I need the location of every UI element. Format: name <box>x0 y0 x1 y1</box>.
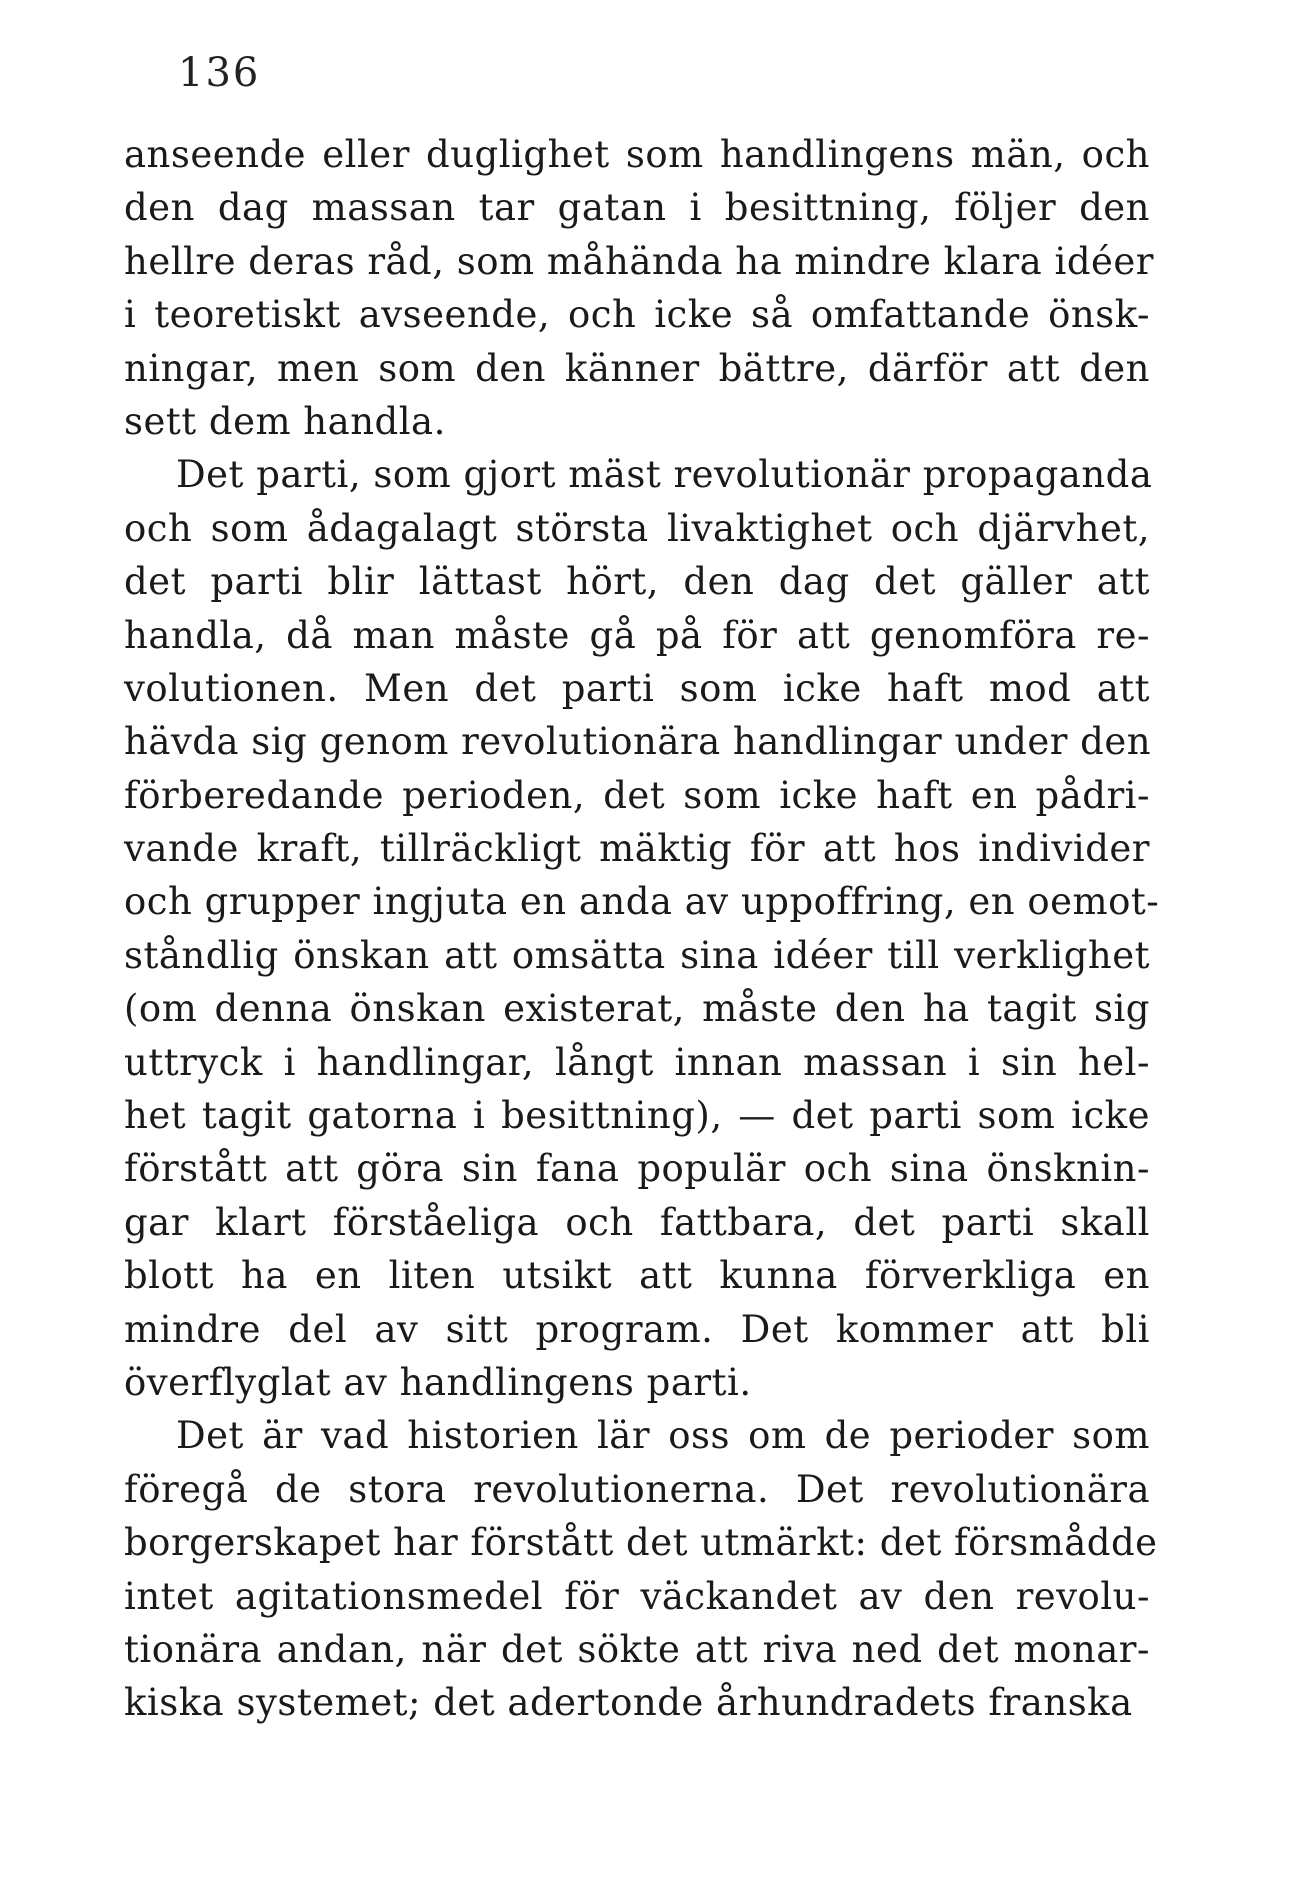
paragraph <box>124 128 1154 448</box>
text-line: borgerskapet har förstått det utmärkt: det försmådde <box>124 1521 1158 1565</box>
text-line: tionära andan, när det sökte att riva ned det monar- <box>124 1627 1150 1671</box>
text-line: het tagit gatorna i besittning), — det parti som icke <box>124 1094 1150 1138</box>
text-line: vande kraft, tillräckligt mäktig för att hos individer <box>124 827 1150 871</box>
page-number: 136 <box>178 50 261 96</box>
text-line: gar klart förståeliga och fattbara, det parti skall <box>124 1200 1150 1244</box>
text-line: hellre deras råd, som måhända ha mindre klara idéer <box>124 239 1154 283</box>
paragraph <box>124 448 1160 1409</box>
paragraph <box>124 1409 1158 1729</box>
text-line: det parti blir lättast hört, den dag det gäller att <box>124 560 1150 604</box>
text-line: förstått att göra sin fana populär och sina önsknin- <box>124 1147 1150 1191</box>
text-line: blott ha en liten utsikt att kunna förverkliga en <box>124 1254 1150 1298</box>
text-line: mindre del av sitt program. Det kommer att bli <box>124 1307 1150 1351</box>
text-line: överflyglat av handlingens parti. <box>124 1360 752 1404</box>
text-line: förberedande perioden, det som icke haft en pådri- <box>124 773 1150 817</box>
text-line: Det parti, som gjort mäst revolutionär propaganda <box>176 453 1153 497</box>
text-line: (om denna önskan existerat, måste den ha tagit sig <box>124 987 1150 1031</box>
text-line: hävda sig genom revolutionära handlingar under den <box>124 720 1152 764</box>
text-line: kiska systemet; det adertonde århundradets franska <box>124 1681 1133 1725</box>
text-line: och grupper ingjuta en anda av uppoffring, en oemot- <box>124 880 1160 924</box>
text-line: sett dem handla. <box>124 399 446 443</box>
text-line: anseende eller duglighet som handlingens män, och <box>124 133 1150 176</box>
body-text <box>124 128 1160 1730</box>
text-line: och som ådagalagt största livaktighet och djärvhet, <box>124 506 1150 550</box>
text-line: volutionen. Men det parti som icke haft mod att <box>124 666 1150 710</box>
text-line: föregå de stora revolutionerna. Det revolutionära <box>124 1467 1150 1511</box>
text-line: ståndlig önskan att omsätta sina idéer till verklighet <box>124 933 1150 977</box>
text-line: uttryck i handlingar, långt innan massan i sin hel- <box>124 1040 1150 1084</box>
text-line: i teoretiskt avseende, och icke så omfattande önsk- <box>124 293 1150 337</box>
text-line: den dag massan tar gatan i besittning, följer den <box>124 186 1150 230</box>
text-line: ningar, men som den känner bättre, därför att den <box>124 346 1150 390</box>
text-line: intet agitationsmedel för väckandet av den revolu- <box>124 1574 1150 1618</box>
text-line: handla, då man måste gå på för att genomföra re- <box>124 613 1150 657</box>
text-line: Det är vad historien lär oss om de perioder som <box>176 1414 1150 1458</box>
